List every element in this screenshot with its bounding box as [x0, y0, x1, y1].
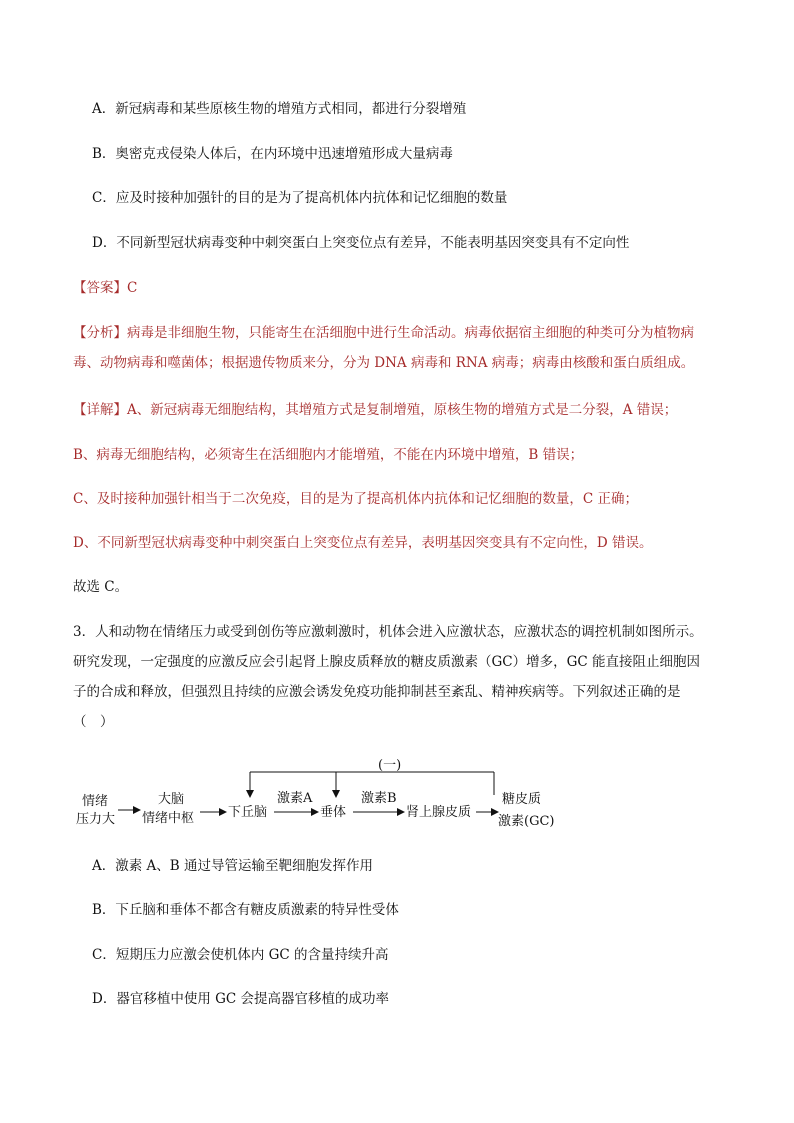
answer-line — [73, 278, 137, 298]
detail-text-1: A、新冠病毒无细胞结构，其增殖方式是复制增殖，原核生物的增殖方式是二分裂，A 错误； — [127, 402, 678, 418]
label-hormone-b: 激素B — [361, 791, 397, 806]
node-brain-1: 大脑 — [158, 792, 185, 807]
detail-line-4: D、不同新型冠状病毒变种中刺突蛋白上突变位点有差异，表明基因突变具有不定向性，D 错误。 — [73, 535, 653, 551]
question3-line-1: 3．人和动物在情绪压力或受到创伤等应激刺激时，机体会进入应激状态，应激状态的调控机制如图所示。 — [73, 624, 703, 640]
node-gc-1: 糖皮质 — [502, 792, 542, 807]
option-q2-d: D．不同新型冠状病毒变种中刺突蛋白上突变位点有差异，不能表明基因突变具有不定向性 — [92, 235, 630, 251]
node-stress-1: 情绪 — [82, 794, 109, 809]
node-adrenal-cortex: 肾上腺皮质 — [406, 805, 472, 820]
conclusion: 故选 C。 — [73, 579, 129, 595]
detail-line-1 — [73, 400, 677, 420]
question3-line-3: 子的合成和释放，但强烈且持续的应激会诱发免疫功能抑制甚至紊乱、精神疾病等。下列叙述正确的是 — [73, 684, 681, 700]
detail-line-3: C、及时接种加强针相当于二次免疫，目的是为了提高机体内抗体和记忆细胞的数量，C 正确； — [73, 491, 638, 507]
node-stress-2: 压力大 — [76, 812, 116, 827]
option-q3-b: B．下丘脑和垂体不都含有糖皮质激素的特异性受体 — [92, 902, 399, 918]
analysis-line-1 — [73, 323, 694, 343]
detail-line-2: B、病毒无细胞结构，必须寄生在活细胞内才能增殖，不能在内环境中增殖，B 错误； — [73, 447, 584, 463]
option-q3-d: D．器官移植中使用 GC 会提高器官移植的成功率 — [92, 991, 390, 1007]
answer-value: C — [127, 280, 138, 296]
node-pituitary: 垂体 — [320, 805, 347, 820]
question3-line-2: 研究发现，一定强度的应激反应会引起肾上腺皮质释放的糖皮质激素（GC）增多，GC 能直接阻止细胞因 — [73, 654, 701, 670]
option-q3-c: C．短期压力应激会使机体内 GC 的含量持续升高 — [92, 947, 389, 963]
stress-regulation-diagram — [70, 755, 590, 835]
analysis-line-2: 毒、动物病毒和噬菌体；根据遗传物质来分，分为 DNA 病毒和 RNA 病毒；病毒由核酸和蛋白质组成。 — [73, 355, 695, 371]
node-gc-2: 激素(GC) — [498, 814, 555, 829]
option-q3-a: A．激素 A、B 通过导管运输至靶细胞发挥作用 — [92, 858, 374, 874]
node-hypothalamus: 下丘脑 — [228, 805, 268, 820]
question3-line-4: （ ） — [73, 714, 114, 730]
option-q2-c: C．应及时接种加强针的目的是为了提高机体内抗体和记忆细胞的数量 — [92, 190, 508, 206]
analysis-text-1: 病毒是非细胞生物，只能寄生在活细胞中进行生命活动。病毒依据宿主细胞的种类可分为植物病 — [127, 325, 694, 341]
analysis-label: 【分析】 — [73, 325, 127, 341]
label-hormone-a: 激素A — [277, 791, 313, 806]
detail-label: 【详解】 — [73, 402, 127, 418]
feedback-label: (一) — [378, 758, 402, 773]
option-q2-a: A．新冠病毒和某些原核生物的增殖方式相同，都进行分裂增殖 — [92, 101, 467, 117]
node-brain-2: 情绪中枢 — [142, 811, 195, 826]
option-q2-b: B．奥密克戎侵染人体后，在内环境中迅速增殖形成大量病毒 — [92, 146, 453, 162]
answer-label: 【答案】 — [73, 280, 127, 296]
